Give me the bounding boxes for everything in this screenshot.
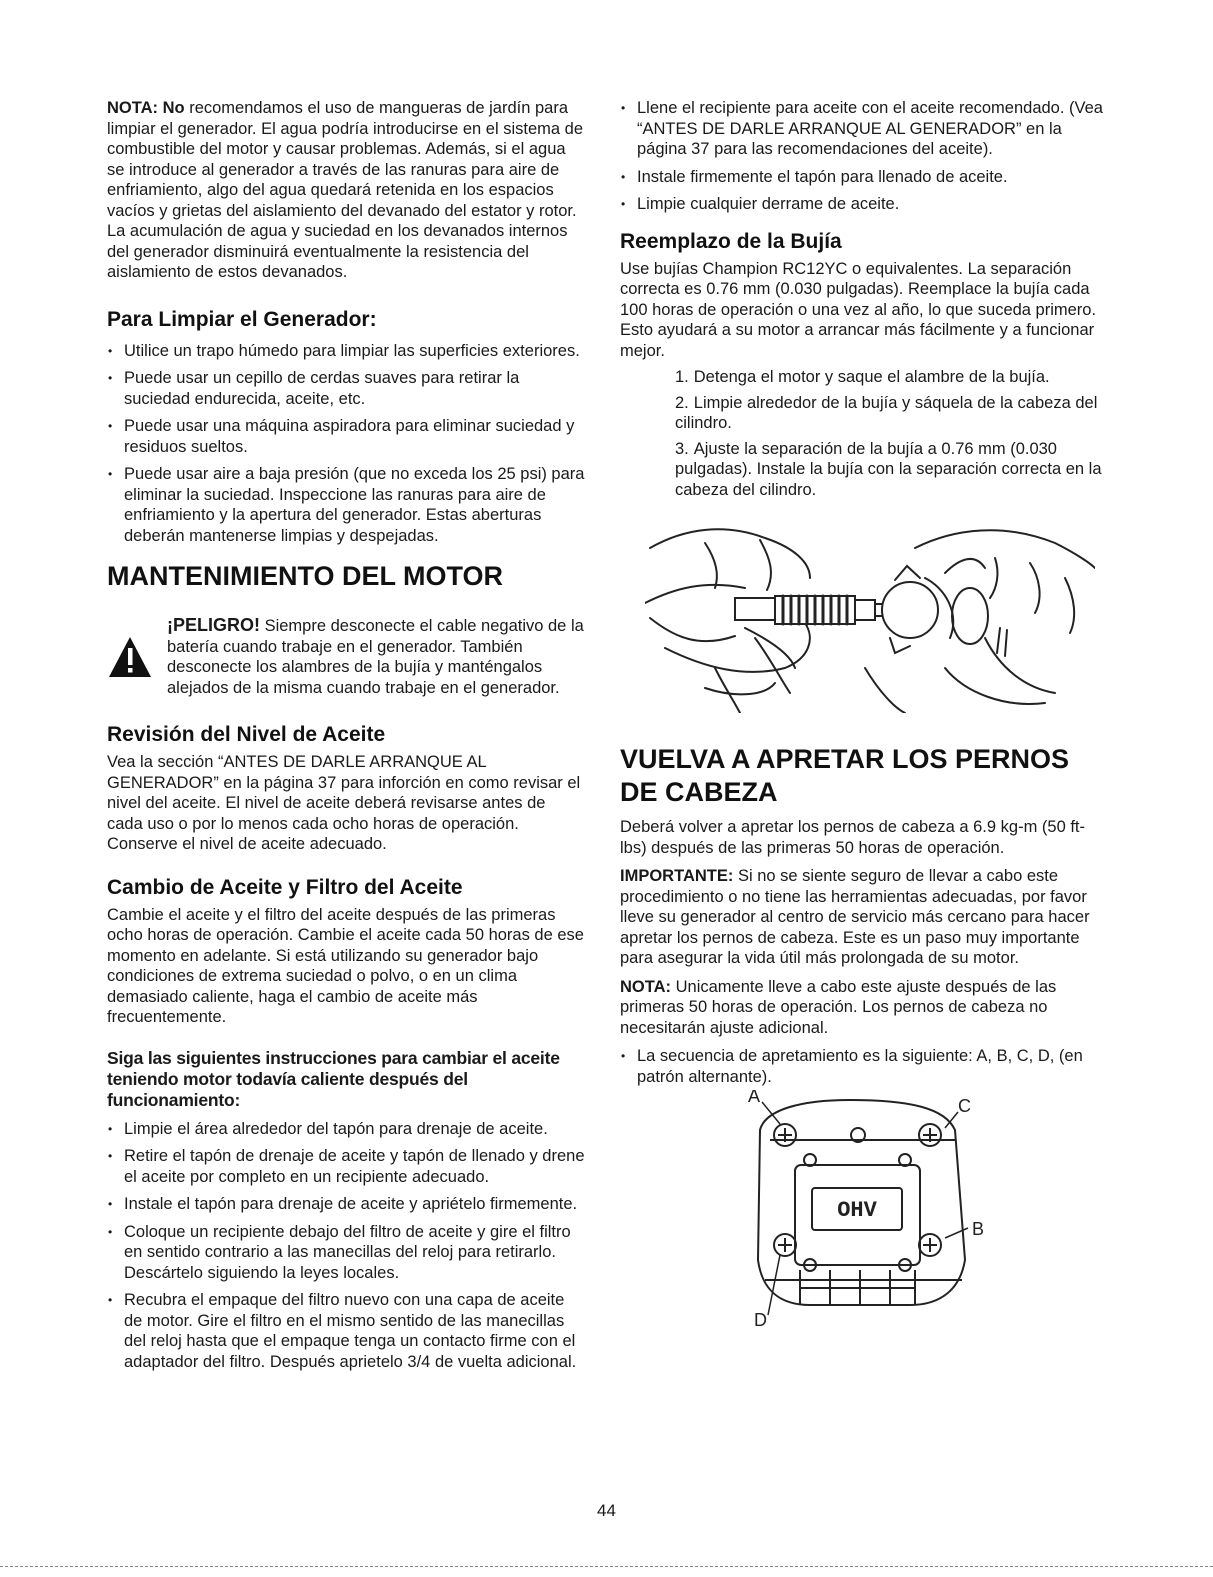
- right-column: [620, 98, 1110, 1330]
- retighten-text: Deberá volver a apretar los pernos de cabeza a 6.9 kg-m (50 ft-lbs) después de las primeras 50 horas de operación.: [620, 818, 1085, 857]
- nota-text: recomendamos el uso de mangueras de jardín para limpiar el generador. El agua podría introducirse en el sistema de combustible del motor y causar problemas. Además, si el agua se introduce al generador a través de las ranuras para aire de enfriamiento, algo del agua quedará retenida en los espacios vacíos y grietas del aislamiento del devanado del estator y rotor. La acumulación de agua y suciedad en los devanados internos del generador disminuirá eventualmente la resistencia del aislamiento de estos devanados.: [107, 99, 584, 281]
- step-item: [675, 439, 1110, 501]
- step-text: Detenga el motor y saque el alambre de la bujía.: [693, 368, 1050, 386]
- list-item: • Instale firmemente el tapón para llenado de aceite.: [620, 167, 1110, 188]
- step-text: Ajuste la separación de la bujía a 0.76 mm (0.030 pulgadas). Instale la bujía con la separación correcta en la cabeza del cilindro.: [675, 439, 1102, 499]
- warning-label: ¡PELIGRO!: [167, 615, 260, 635]
- step-number: 3.: [675, 439, 689, 458]
- bolt-label-c: C: [958, 1096, 971, 1116]
- spark-plug-illustration: [645, 518, 1095, 713]
- list-item: • Coloque un recipiente debajo del filtro de aceite y gire el filtro en sentido contrario a las manecillas del reloj para retirarlo. Descártelo siguiendo la leyes locales.: [107, 1222, 585, 1284]
- warning-body: Siempre desconecte el cable negativo de la batería cuando trabaje en el generador. También desconecte los alambres de la bujía y manténgalos alejados de la misma cuando trabaje en el generador.: [167, 617, 584, 697]
- list-item: • Retire el tapón de drenaje de aceite y tapón de llenado y drene el aceite por completo en un recipiente adecuado.: [107, 1146, 585, 1187]
- oil-change-instruction: Siga las siguientes instrucciones para cambiar el aceite teniendo motor todavía caliente después del funcionamiento:: [107, 1047, 560, 1110]
- step-item: [675, 393, 1110, 434]
- importante-label: IMPORTANTE:: [620, 867, 734, 885]
- retighten-bolts-heading: VUELVA A APRETAR LOS PERNOS DE CABEZA: [620, 744, 1070, 807]
- list-item: • Utilice un trapo húmedo para limpiar las superficies exteriores.: [107, 341, 585, 362]
- nota2-label: NOTA:: [620, 977, 672, 996]
- spark-plug-heading: Reemplazo de la Bujía: [620, 229, 842, 253]
- bolt-label-b: B: [972, 1219, 985, 1239]
- engine-maintenance-heading: MANTENIMIENTO DEL MOTOR: [107, 561, 504, 591]
- importante-text: Si no se siente seguro de llevar a cabo este procedimiento o no tiene las herramientas adecuadas, por favor lleve su generador al centro de servicio más cercano para hacer apretar los pernos de cabeza. Este es un paso muy importante para asegurar la vida útil más prolongada de su motor.: [620, 867, 1090, 967]
- spark-plug-steps: [620, 367, 1110, 500]
- list-item: • La secuencia de apretamiento es la siguiente: A, B, C, D, (en patrón alternante).: [620, 1046, 1110, 1087]
- warning-triangle-icon: [107, 615, 167, 698]
- list-item: • Limpie el área alrededor del tapón para drenaje de aceite.: [107, 1119, 585, 1140]
- oil-change-text: Cambie el aceite y el filtro del aceite después de las primeras ocho horas de operación. Cambie el aceite cada 50 horas de ese momento en adelante. Si está utilizando su generador bajo condiciones de extrema suciedad o polvo, o en un clima demasiado caliente, haga el cambio de aceite más frecuentemente.: [107, 905, 584, 1026]
- list-item: • Recubra el empaque del filtro nuevo con una capa de aceite de motor. Gire el filtro en el mismo sentido de las manecillas del reloj hasta que el empaque tenga un contacto firme con el adaptador del filtro. Después aprietelo 3/4 de vuelta adicional.: [107, 1290, 585, 1372]
- list-item: • Llene el recipiente para aceite con el aceite recomendado. (Vea “ANTES DE DARLE ARRANQUE AL GENERADOR” en la página 37 para las recomendaciones del aceite).: [620, 98, 1110, 160]
- nota-label: NOTA:: [107, 99, 159, 117]
- oil-level-text: Vea la sección “ANTES DE DARLE ARRANQUE AL GENERADOR” en la página 37 para inforción en como revisar el nivel del aceite. El nivel de aceite deberá revisarse antes de cada uso o por lo menos cada ocho horas de operación. Conserve el nivel de aceite adecuado.: [107, 753, 581, 853]
- step-item: [675, 367, 1110, 388]
- list-item: • Puede usar aire a baja presión (que no exceda los 25 psi) para eliminar la suciedad. Inspeccione las ranuras para aire de enfriamiento y la apertura del generador. Estas aberturas deberán mantenerse limpias y despejadas.: [107, 464, 585, 546]
- nota2-paragraph: [620, 977, 1110, 1039]
- ohv-label: OHV: [837, 1198, 877, 1223]
- page-number: 44: [597, 1501, 616, 1520]
- bolt-label-d: D: [754, 1310, 767, 1330]
- list-item: • Puede usar un cepillo de cerdas suaves para retirar la suciedad endurecida, aceite, etc.: [107, 368, 585, 409]
- step-number: 2.: [675, 393, 689, 412]
- oil-fill-list: [620, 98, 1110, 215]
- cleaning-list: [107, 341, 585, 547]
- warning-text: [167, 615, 585, 698]
- bolt-label-a: A: [748, 1090, 761, 1106]
- step-number: 1.: [675, 368, 689, 386]
- nota-no: No: [162, 99, 185, 117]
- bottom-rule: [0, 1566, 1213, 1567]
- importante-paragraph: [620, 866, 1110, 969]
- step-text: Limpie alrededor de la bujía y sáquela de la cabeza del cilindro.: [675, 393, 1098, 432]
- cleaning-heading: Para Limpiar el Generador:: [107, 307, 377, 331]
- spark-plug-text: Use bujías Champion RC12YC o equivalentes. La separación correcta es 0.76 mm (0.030 pulgadas). Reemplace la bujía cada 100 horas de operación o una vez al año, lo que suceda primero. Esto ayudará a su motor a arrancar más fácilmente y a funcionar mejor.: [620, 259, 1097, 360]
- nota2-text: Unicamente lleve a cabo este ajuste después de las primeras 50 horas de operación. Los pernos de cabeza no necesitarán ajuste adicional.: [620, 977, 1057, 1037]
- list-item: • Puede usar una máquina aspiradora para eliminar suciedad y residuos sueltos.: [107, 416, 585, 457]
- danger-warning: [107, 615, 585, 698]
- sequence-list: [620, 1046, 1110, 1087]
- oil-change-heading: Cambio de Aceite y Filtro del Aceite: [107, 875, 463, 899]
- nota-paragraph: [107, 98, 585, 283]
- list-item: • Limpie cualquier derrame de aceite.: [620, 194, 1110, 215]
- left-column: [107, 98, 585, 1379]
- list-item: • Instale el tapón para drenaje de aceite y apriételo firmemente.: [107, 1194, 585, 1215]
- oil-change-list: [107, 1119, 585, 1373]
- cylinder-head-diagram: [740, 1090, 1000, 1330]
- oil-level-heading: Revisión del Nivel de Aceite: [107, 723, 386, 746]
